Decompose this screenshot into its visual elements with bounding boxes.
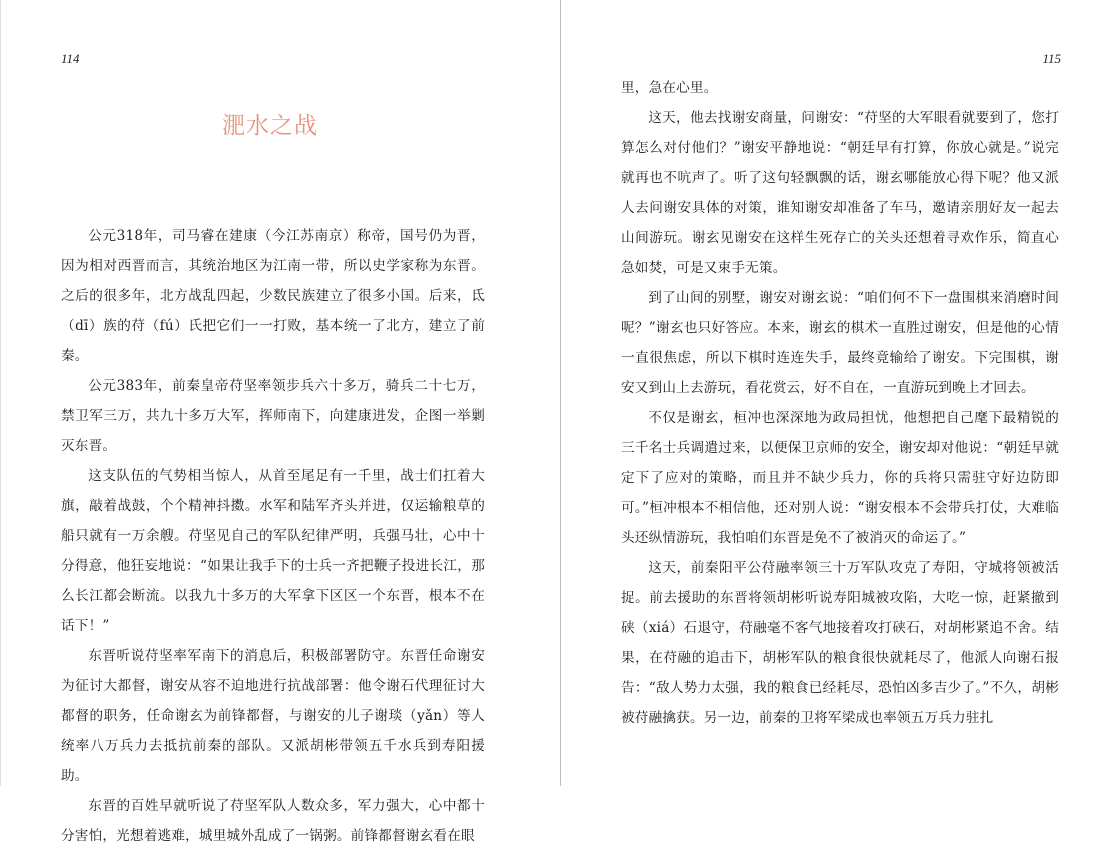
paragraph: 东晋的百姓早就听说了苻坚军队人数众多，军力强大，心中都十分害怕，光想着逃难，城里城外乱成了一锅粥。前锋都督谢玄看在眼 <box>61 798 485 844</box>
paragraph: 这支队伍的气势相当惊人，从首至尾足有一千里，战士们扛着大旗，敲着战鼓，个个精神抖擞。水军和陆军齐头并进，仅运输粮草的船只就有一万余艘。苻坚见自己的军队纪律严明，兵强马壮，心中十分得意，他狂妄地说：“如果让我手下的士兵一齐把鞭子投进长江，那么长江都会断流。以我九十多万的大军拿下区区一个东晋，根本不在话下！” <box>61 468 485 634</box>
paragraph: 东晋听说苻坚率军南下的消息后，积极部署防守。东晋任命谢安为征讨大都督，谢安从容不迫地进行抗战部署：他令谢石代理征讨大都督的职务，任命谢玄为前锋都督，与谢安的儿子谢琰（yǎn）等人统率八万兵力去抵抗前秦的部队。又派胡彬带领五千水兵到寿阳援助。 <box>61 648 485 784</box>
paragraph: 公元383年，前秦皇帝苻坚率领步兵六十多万，骑兵二十七万，禁卫军三万，共九十多万大军，挥师南下，向建康进发，企图一举剿灭东晋。 <box>61 378 485 454</box>
paragraph-continuation: 里，急在心里。 <box>621 80 718 96</box>
right-body-text <box>621 73 1059 733</box>
right-page <box>561 0 1118 786</box>
chapter-title: 淝水之战 <box>222 113 318 139</box>
paragraph: 不仅是谢玄，桓冲也深深地为政局担忧，他想把自己麾下最精锐的三千名士兵调遣过来，以便保卫京师的安全，谢安却对他说：“朝廷早就定下了应对的策略，而且并不缺少兵力，你的兵将只需驻守好边防即可。”桓冲根本不相信他，还对别人说：“谢安根本不会带兵打仗，大难临头还纵情游玩，我怕咱们东晋是免不了被消灭的命运了。” <box>621 410 1059 546</box>
left-page-number: 114 <box>61 51 80 66</box>
left-page <box>0 0 560 844</box>
paragraph: 公元318年，司马睿在建康（今江苏南京）称帝，国号仍为晋，因为相对西晋而言，其统治地区为江南一带，所以史学家称为东晋。之后的很多年，北方战乱四起，少数民族建立了很多小国。后来，氐（dī）族的苻（fú）氏把它们一一打败，基本统一了北方，建立了前秦。 <box>61 228 485 364</box>
paragraph: 这天，前秦阳平公苻融率领三十万军队攻克了寿阳，守城将领被活捉。前去援助的东晋将领胡彬听说寿阳城被攻陷，大吃一惊，赶紧撤到硖（xiá）石退守，苻融毫不客气地接着攻打硖石，对胡彬紧追不舍。结果，在苻融的追击下，胡彬军队的粮食很快就耗尽了，他派人向谢石报告：“敌人势力太强，我的粮食已经耗尽，恐怕凶多吉少了。”不久，胡彬被苻融擒获。另一边，前秦的卫将军梁成也率领五万兵力驻扎 <box>621 560 1059 726</box>
left-body-text <box>61 221 485 851</box>
paragraph: 这天，他去找谢安商量，问谢安：“苻坚的大军眼看就要到了，您打算怎么对付他们？”谢安平静地说：“朝廷早有打算，你放心就是。”说完就再也不吭声了。听了这句轻飘飘的话，谢玄哪能放心得下呢？他又派人去问谢安具体的对策，谁知谢安却准备了车马，邀请亲朋好友一起去山间游玩。谢玄见谢安在这样生死存亡的关头还想着寻欢作乐，简直心急如焚，可是又束手无策。 <box>621 110 1059 276</box>
paragraph: 到了山间的别墅，谢安对谢玄说：“咱们何不下一盘围棋来消磨时间呢？”谢玄也只好答应。本来，谢玄的棋术一直胜过谢安，但是他的心情一直很焦虑，所以下棋时连连失手，最终竟输给了谢安。下完围棋，谢安又到山上去游玩，看花赏云，好不自在，一直游玩到晚上才回去。 <box>621 290 1059 396</box>
right-page-number: 115 <box>1042 51 1061 66</box>
